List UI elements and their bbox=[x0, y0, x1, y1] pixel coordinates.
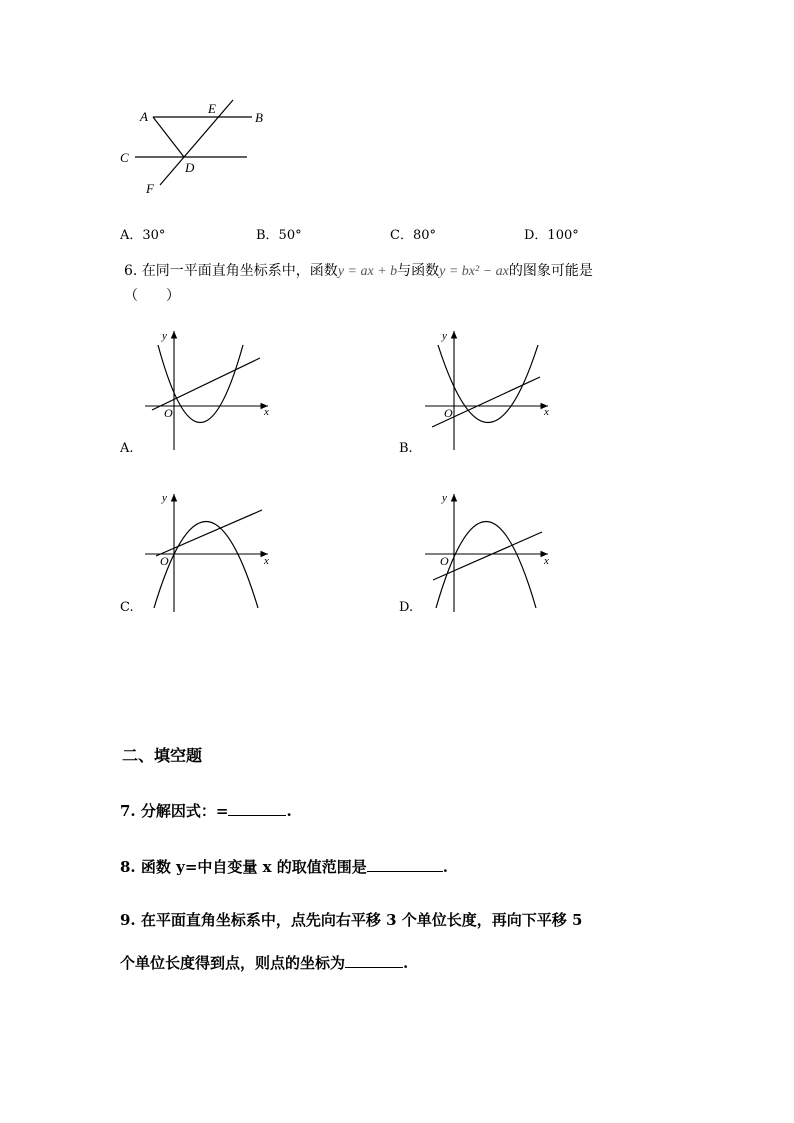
q8 bbox=[120, 856, 448, 877]
q8-text: 8. 函数 y=中自变量 x 的取值范围是 bbox=[120, 858, 367, 876]
origin-label: O bbox=[164, 406, 173, 420]
point-a-label: A bbox=[140, 109, 148, 124]
point-f-label: F bbox=[146, 181, 154, 196]
graph-b bbox=[420, 325, 560, 455]
q6-middle: 与函数 bbox=[397, 263, 440, 279]
point-e-label: E bbox=[208, 101, 216, 116]
x-axis-label: x bbox=[544, 406, 549, 418]
q6-formula-2: y = bx² − ax bbox=[439, 264, 509, 279]
q6-prefix: 6. 在同一平面直角坐标系中，函数 bbox=[124, 263, 338, 279]
graph-d-label: D. bbox=[399, 600, 414, 615]
q9-line2 bbox=[120, 952, 408, 973]
q5-choice-a: A．30° bbox=[120, 228, 166, 243]
graph-c bbox=[140, 490, 280, 620]
straight-line bbox=[156, 510, 262, 556]
q9-line1: 9. 在平面直角坐标系中，点先向右平移 3 个单位长度，再向下平移 5 bbox=[120, 911, 583, 929]
origin-label: O bbox=[160, 554, 169, 568]
q5-figure bbox=[110, 95, 280, 200]
q5-choice-d: D．100° bbox=[524, 228, 579, 243]
q5-choice-c: C．80° bbox=[390, 228, 436, 243]
point-d-label: D bbox=[185, 160, 195, 175]
q7 bbox=[120, 800, 292, 821]
y-axis-label: y bbox=[162, 492, 167, 504]
straight-line bbox=[152, 358, 260, 410]
q6-formula-1: y = ax + b bbox=[337, 264, 398, 279]
q6-suffix: 的图象可能是 bbox=[508, 263, 593, 279]
graph-c-label: C. bbox=[120, 600, 134, 615]
q9-end: . bbox=[403, 954, 409, 972]
q8-answer-blank[interactable] bbox=[367, 857, 443, 872]
q7-end: . bbox=[286, 802, 292, 820]
q7-answer-blank[interactable] bbox=[228, 801, 286, 816]
point-b-label: B bbox=[255, 110, 263, 125]
straight-line bbox=[433, 532, 542, 580]
line-ef bbox=[160, 100, 233, 185]
q8-end: . bbox=[442, 858, 449, 876]
q7-text: 7. 分解因式：= bbox=[120, 802, 229, 820]
q5-choice-b: B．50° bbox=[256, 228, 302, 243]
line-ad bbox=[153, 117, 184, 157]
parabola-curve bbox=[438, 345, 538, 423]
graph-a bbox=[140, 325, 280, 455]
origin-label: O bbox=[440, 554, 449, 568]
q6-stem bbox=[124, 260, 593, 280]
x-axis-label: x bbox=[544, 555, 549, 567]
q9-answer-blank[interactable] bbox=[345, 953, 403, 968]
parabola-curve bbox=[436, 522, 536, 609]
x-axis-label: x bbox=[264, 555, 269, 567]
graph-a-label: A. bbox=[120, 441, 134, 456]
graph-d bbox=[420, 490, 560, 620]
section-title: 二、填空题 bbox=[122, 746, 203, 765]
q9-text: 个单位长度得到点，则点的坐标为 bbox=[120, 954, 346, 972]
origin-label: O bbox=[444, 406, 453, 420]
y-axis-label: y bbox=[442, 330, 447, 342]
q6-paren: （ ） bbox=[124, 288, 180, 304]
y-axis-label: y bbox=[442, 492, 447, 504]
y-axis-label: y bbox=[162, 330, 167, 342]
x-axis-label: x bbox=[264, 406, 269, 418]
graph-b-label: B. bbox=[399, 441, 413, 456]
point-c-label: C bbox=[120, 150, 129, 165]
